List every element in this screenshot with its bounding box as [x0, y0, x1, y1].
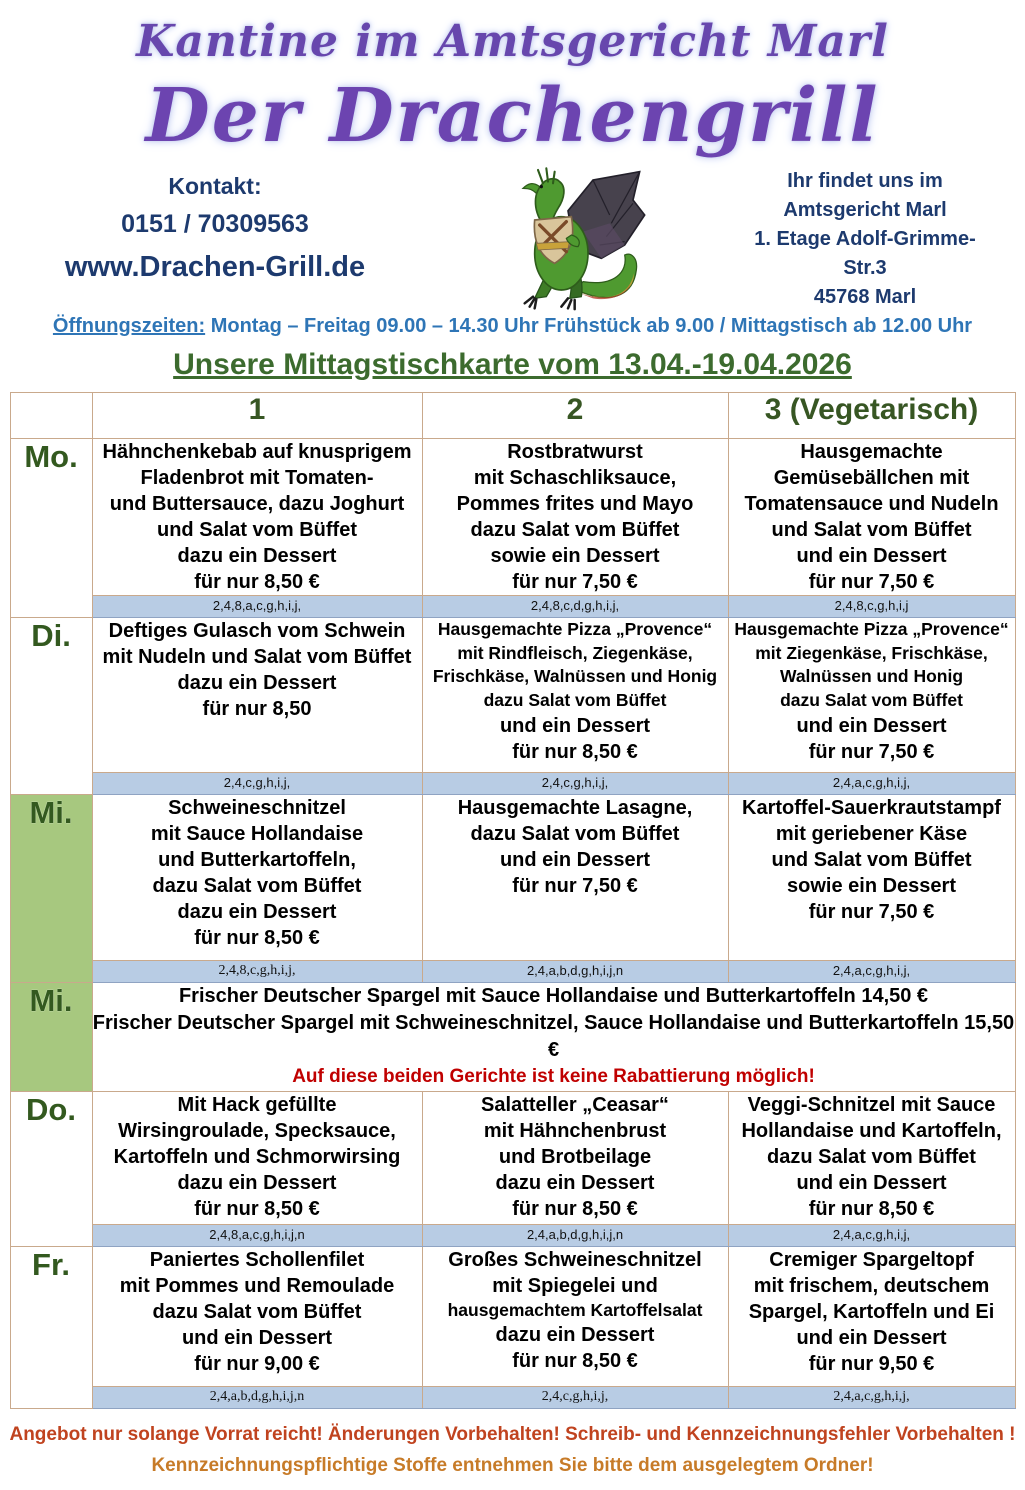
dish-line: Wirsingroulade, Specksauce,: [118, 1119, 396, 1142]
allergens-do-2: 2,4,a,b,d,g,h,i,j,n: [422, 1224, 728, 1246]
allergens-mo-3: 2,4,8,c,g,h,i,j: [728, 596, 1015, 618]
dish-mo-3: [728, 439, 1015, 596]
info-row: [0, 159, 1025, 311]
dish-line: mit Spiegelei und: [492, 1274, 658, 1297]
dish-line: Salatteller „Ceasar“: [481, 1093, 669, 1116]
dish-line: Paniertes Schollenfilet: [149, 1248, 365, 1271]
dish-line: Hähnchenkebab auf knusprigem: [102, 441, 412, 463]
allergens-do-3: 2,4,a,c,g,h,i,j,: [728, 1224, 1015, 1246]
menu-row-di: [10, 618, 1015, 773]
dish-line: dazu ein Dessert: [177, 1171, 337, 1194]
dish-line: Pommes frites und Mayo: [456, 493, 694, 515]
dish-line: dazu Salat vom Büffet: [152, 1300, 362, 1323]
menu-row-mi: [10, 795, 1015, 961]
allergens-fr-3: 2,4,a,c,g,h,i,j,: [728, 1386, 1015, 1408]
dish-line: Fladenbrot mit Tomaten-: [140, 467, 374, 489]
contact-block: [30, 165, 400, 284]
dish-line: Cremiger Spargeltopf: [769, 1248, 974, 1271]
dish-line: für nur 8,50 €: [512, 1350, 638, 1373]
allergens-mi-1: 2,4,8,c,g,h,i,j,: [92, 961, 422, 983]
dish-mi-1: [92, 795, 422, 961]
column-header-2: 2: [422, 393, 728, 439]
allergens-di-2: 2,4,c,g,h,i,j,: [422, 773, 728, 795]
dish-line: dazu Salat vom Büffet: [483, 689, 667, 710]
dish-line: dazu Salat vom Büffet: [470, 823, 680, 845]
menu-row-mo: [10, 439, 1015, 596]
allergens-fr-1: 2,4,a,b,d,g,h,i,j,n: [92, 1386, 422, 1408]
contact-website: www.Drachen-Grill.de: [64, 251, 366, 283]
day-label-di: Di.: [10, 618, 92, 795]
dish-line: dazu Salat vom Büffet: [152, 875, 362, 897]
contact-phone: 0151 / 70309563: [121, 210, 309, 238]
footer-allergen-note: Kennzeichnungspflichtige Stoffe entnehmen Sie bitte dem ausgelegtem Ordner!: [151, 1454, 874, 1476]
location-line: Ihr findet uns im: [787, 170, 943, 192]
dragon-logo-icon: [468, 165, 668, 315]
dish-line: Spargel, Kartoffeln und Ei: [748, 1300, 995, 1323]
location-line: 45768 Marl: [813, 286, 917, 308]
day-label-fr: Fr.: [10, 1246, 92, 1408]
dish-line: und ein Dessert: [796, 714, 947, 737]
dish-line: und Salat vom Büffet: [156, 519, 357, 541]
dish-line: dazu Salat vom Büffet: [470, 519, 680, 541]
day-label-mi-special: Mi.: [10, 983, 92, 1092]
dish-line: und ein Dessert: [499, 714, 651, 737]
footer-disclaimer: Angebot nur solange Vorrat reicht! Änderungen Vorbehalten! Schreib- und Kennzeichnungsfehler Vorbehalten !: [9, 1423, 1016, 1445]
allergens-mo-1: 2,4,8,a,c,g,h,i,j,: [92, 596, 422, 618]
dish-fr-1: [92, 1246, 422, 1386]
dish-line: für nur 7,50 €: [808, 901, 935, 923]
dish-do-3: [728, 1091, 1015, 1224]
dish-line: und Butterkartoffeln,: [158, 849, 356, 871]
dish-line: für nur 8,50 €: [194, 927, 320, 949]
dish-line: mit Ziegenkäse, Frischkäse,: [755, 642, 988, 663]
day-column-header: [10, 393, 92, 439]
dish-line: Tomatensauce und Nudeln: [744, 493, 999, 515]
dish-line: dazu ein Dessert: [495, 1171, 655, 1194]
dish-line: Kartoffeln und Schmorwirsing: [113, 1145, 401, 1168]
special-offer-cell: [92, 983, 1015, 1092]
opening-hours: [0, 315, 1025, 338]
dish-line: mit Pommes und Remoulade: [119, 1274, 395, 1297]
dish-line: und Buttersauce, dazu Joghurt: [109, 493, 405, 515]
allergen-row-mi: [10, 961, 1015, 983]
dish-fr-2: [422, 1246, 728, 1386]
allergens-fr-2: 2,4,c,g,h,i,j,: [422, 1386, 728, 1408]
menu-row-fr: [10, 1246, 1015, 1386]
dish-line: sowie ein Dessert: [787, 875, 956, 897]
location-line: Amtsgericht Marl: [783, 199, 947, 221]
location-block: [735, 165, 995, 312]
dragon-icon: [483, 165, 653, 315]
dish-line: für nur 8,50 €: [808, 1197, 935, 1220]
dish-di-3: [728, 618, 1015, 773]
dish-line: dazu Salat vom Büffet: [767, 1145, 976, 1168]
menu-special-row-mi: [10, 983, 1015, 1092]
dish-line: für nur 7,50 €: [808, 740, 935, 763]
allergen-row-do: [10, 1224, 1015, 1246]
restaurant-name: Der Drachengrill: [145, 73, 880, 159]
dish-line: Veggi-Schnitzel mit Sauce: [747, 1093, 996, 1116]
dish-line: für nur 8,50 €: [194, 571, 320, 593]
dish-fr-3: [728, 1246, 1015, 1386]
dish-line: dazu ein Dessert: [177, 672, 337, 694]
special-offer-line: Frischer Deutscher Spargel mit Sauce Hollandaise und Butterkartoffeln 14,50 €: [178, 985, 929, 1007]
dish-line: sowie ein Dessert: [490, 545, 660, 567]
dish-line: Kartoffel-Sauerkrautstampf: [742, 797, 1001, 819]
dish-line: mit Schaschliksauce,: [473, 467, 677, 489]
dish-line: und ein Dessert: [796, 545, 947, 567]
dish-do-1: [92, 1091, 422, 1224]
dish-line: und Brotbeilage: [498, 1145, 652, 1168]
dish-line: Gemüsebällchen mit: [773, 467, 970, 489]
opening-hours-label: Öffnungszeiten:: [52, 315, 206, 337]
menu-header-row: [10, 393, 1015, 439]
dish-line: und Salat vom Büffet: [771, 849, 972, 871]
column-header-3: 3 (Vegetarisch): [728, 393, 1015, 439]
dish-mo-1: [92, 439, 422, 596]
dish-line: dazu Salat vom Büffet: [780, 689, 963, 710]
dish-line: mit Hähnchenbrust: [483, 1119, 667, 1142]
dish-line: mit frischem, deutschem: [753, 1274, 990, 1297]
day-label-mi: Mi.: [10, 795, 92, 983]
dish-line: und ein Dessert: [181, 1326, 333, 1349]
dish-line: und ein Dessert: [796, 1171, 947, 1194]
dish-mo-2: [422, 439, 728, 596]
dish-line: Hausgemachte Lasagne,: [457, 797, 693, 819]
dish-line: Großes Schweineschnitzel: [448, 1248, 702, 1271]
dish-line: dazu ein Dessert: [495, 1324, 655, 1347]
allergens-mo-2: 2,4,8,c,d,g,h,i,j,: [422, 596, 728, 618]
opening-hours-text: Montag – Freitag 09.00 – 14.30 Uhr Frühstück ab 9.00 / Mittagstisch ab 12.00 Uhr: [205, 315, 973, 337]
dish-line: für nur 9,00 €: [194, 1352, 320, 1375]
dish-line: Hausgemachte Pizza „Provence“: [734, 619, 1009, 639]
page-title: Unsere Mittagstischkarte vom 13.04.-19.04.2026: [173, 348, 852, 381]
dish-line: hausgemachtem Kartoffelsalat: [447, 1299, 703, 1320]
dish-line: und ein Dessert: [796, 1326, 947, 1349]
dish-line: für nur 8,50 €: [194, 1197, 320, 1220]
allergen-row-mo: [10, 596, 1015, 618]
dish-di-1: [92, 618, 422, 773]
dish-line: für nur 8,50 €: [512, 1197, 638, 1220]
dish-line: mit Nudeln und Salat vom Büffet: [102, 646, 412, 668]
day-label-mo: Mo.: [10, 439, 92, 618]
dish-line: dazu ein Dessert: [177, 901, 337, 923]
dish-line: dazu ein Dessert: [177, 545, 337, 567]
special-offer-line: Frischer Deutscher Spargel mit Schweineschnitzel, Sauce Hollandaise und Butterkartoffeln 15,50 €: [92, 1012, 1015, 1061]
contact-label: Kontakt:: [168, 173, 262, 199]
allergen-row-di: [10, 773, 1015, 795]
dish-line: für nur 9,50 €: [808, 1352, 935, 1375]
dish-line: Walnüssen und Honig: [779, 666, 964, 687]
allergen-row-fr: [10, 1386, 1015, 1408]
dish-line: Hollandaise und Kartoffeln,: [741, 1119, 1002, 1142]
menu-row-do: [10, 1091, 1015, 1224]
dish-line: Hausgemachte: [800, 441, 943, 463]
dish-line: für nur 7,50 €: [512, 571, 638, 593]
dish-line: für nur 7,50 €: [808, 571, 935, 593]
dish-line: Rostbratwurst: [507, 441, 643, 463]
dish-line: Frischkäse, Walnüssen und Honig: [432, 666, 718, 687]
location-line: 1. Etage Adolf-Grimme-: [754, 228, 976, 250]
dish-line: mit Rindfleisch, Ziegenkäse,: [457, 642, 693, 663]
dish-mi-3: [728, 795, 1015, 961]
dish-line: für nur 8,50 €: [512, 740, 638, 763]
menu-table: [10, 392, 1016, 1409]
dish-line: Deftiges Gulasch vom Schwein: [108, 620, 406, 642]
dish-line: mit geriebener Käse: [775, 823, 968, 845]
allergens-di-3: 2,4,a,c,g,h,i,j,: [728, 773, 1015, 795]
allergens-di-1: 2,4,c,g,h,i,j,: [92, 773, 422, 795]
allergens-mi-2: 2,4,a,b,d,g,h,i,j,n: [422, 961, 728, 983]
dish-line: Hausgemachte Pizza „Provence“: [437, 619, 713, 639]
dish-line: Schweineschnitzel: [168, 797, 346, 819]
dish-di-2: [422, 618, 728, 773]
allergens-do-1: 2,4,8,a,c,g,h,i,j,n: [92, 1224, 422, 1246]
dish-line: für nur 8,50: [202, 698, 312, 720]
column-header-1: 1: [92, 393, 422, 439]
dish-line: und ein Dessert: [499, 849, 651, 871]
dish-line: für nur 7,50 €: [512, 875, 638, 897]
day-label-do: Do.: [10, 1091, 92, 1246]
dish-mi-2: [422, 795, 728, 961]
allergens-mi-3: 2,4,a,c,g,h,i,j,: [728, 961, 1015, 983]
location-line: Str.3: [843, 257, 887, 279]
canteen-name: Kantine im Amtsgericht Marl: [136, 16, 889, 67]
dish-line: Mit Hack gefüllte: [177, 1093, 337, 1116]
footer: [0, 1419, 1025, 1482]
dish-do-2: [422, 1091, 728, 1224]
dish-line: mit Sauce Hollandaise: [150, 823, 364, 845]
dish-line: und Salat vom Büffet: [771, 519, 972, 541]
special-offer-note: Auf diese beiden Gerichte ist keine Rabattierung möglich!: [292, 1066, 815, 1087]
